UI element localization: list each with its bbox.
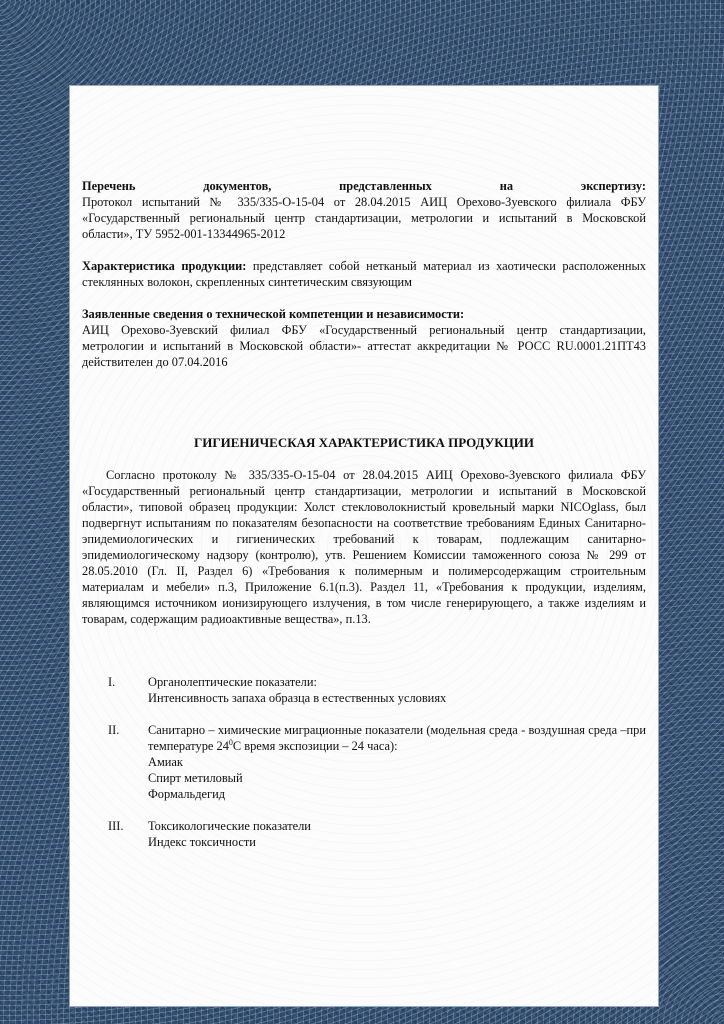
indicator-item	[82, 818, 646, 850]
documents-text: Протокол испытаний № 335/335-О-15-04 от 28.04.2015 АИЦ Орехово-Зуевского филиала ФБУ «Государственный региональный центр стандартизации, метрологии и испытаний в Московской области», ТУ 5952-001-13344965-2012	[82, 195, 646, 241]
indicator-item	[82, 674, 646, 706]
indicator-item	[82, 722, 646, 802]
indicator-text-before: Санитарно – химические миграционные показатели (модельная среда - воздушная среда –при температуре 24	[148, 723, 646, 753]
hygiene-text: Согласно протоколу № 335/335-О-15-04 от 28.04.2015 АИЦ Орехово-Зуевского филиала ФБУ «Государственный региональный центр стандартизации, метрологии и испытаний в Московской области», типовой образец продукции: Холст стекловолокнистый кровельный марки NICOglass, был подвергнут испытаниям по показателям безопасности на соответствие требованиям Единых Санитарно-эпидемиологических и гигиенических требований к товарам, подлежащим санитарно-эпидемиологическому надзору (контролю), утв. Решением Комиссии таможенного союза № 299 от 28.05.2010 (Гл. II, Раздел 6) «Требования к полимерным и полимерсодержащим строительным материалам и мебели» п.3, Приложение 6.1(п.3). Раздел 11, «Требования к продукции, изделиям, являющимся источником ионизирующего излучения, в том числе генерирующего, а также изделиям и товарам, содержащим радиоактивные вещества», п.13.	[82, 468, 646, 626]
competence-section	[82, 306, 646, 370]
indicators-list	[82, 674, 646, 850]
documents-heading-word: Перечень	[82, 179, 136, 193]
indicator-subitem: Формальдегид	[148, 787, 226, 801]
indicator-sup: 0	[228, 737, 233, 747]
indicator-line: Органолептические показатели:	[148, 675, 317, 689]
document-content	[82, 178, 646, 866]
indicator-line: Токсикологические показатели	[148, 819, 311, 833]
documents-heading-word: представленных	[339, 179, 432, 193]
documents-heading-word: документов,	[203, 179, 272, 193]
documents-heading-word: на	[499, 179, 514, 193]
indicator-number: III.	[108, 819, 124, 833]
documents-section	[82, 178, 646, 242]
indicator-description	[148, 722, 646, 754]
product-text: представляет собой нетканый материал из хаотически расположенных стеклянных волокон, скрепленных синтетическим связующим	[82, 259, 646, 289]
documents-heading	[82, 178, 646, 194]
indicator-number: II.	[108, 723, 120, 737]
indicator-line: Интенсивность запаха образца в естественных условиях	[148, 691, 447, 705]
competence-text: АИЦ Орехово-Зуевский филиал ФБУ «Государственный региональный центр стандартизации, метрологии и испытаний в Московской области»- аттестат аккредитации № РОСС RU.0001.21ПТ43 действителен до 07.04.2016	[82, 323, 646, 369]
competence-label: Заявленные сведения о технической компетенции и независимости:	[82, 307, 465, 321]
indicator-number: I.	[108, 675, 116, 689]
product-section	[82, 258, 646, 290]
product-label: Характеристика продукции:	[82, 259, 247, 273]
indicator-subitem: Амиак	[148, 755, 183, 769]
indicator-subitem: Спирт метиловый	[148, 771, 243, 785]
indicator-line: Индекс токсичности	[148, 835, 256, 849]
hygiene-title: ГИГИЕНИЧЕСКАЯ ХАРАКТЕРИСТИКА ПРОДУКЦИИ	[193, 435, 535, 450]
document-sheet	[70, 86, 658, 1006]
indicator-text-after: С время экспозиции – 24 часа):	[232, 739, 398, 753]
documents-heading-word: экспертизу:	[580, 179, 646, 193]
